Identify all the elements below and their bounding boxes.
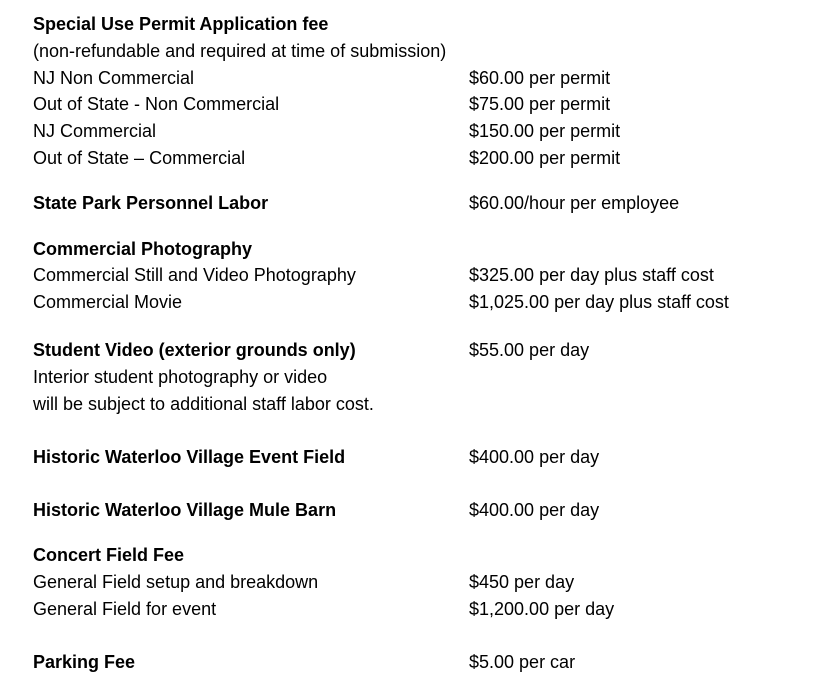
fee-price: $325.00 per day plus staff cost: [469, 265, 714, 285]
fee-row: [33, 289, 823, 315]
fee-price: $1,200.00 per day: [469, 599, 615, 619]
application-fee-heading: [33, 11, 823, 37]
section-title: Commercial Photography: [33, 239, 253, 259]
fee-label: Commercial Still and Video Photography: [33, 265, 356, 285]
fee-row: [33, 91, 823, 117]
fee-label: NJ Non Commercial: [33, 68, 195, 88]
student-video-note: [33, 364, 823, 390]
fee-row: [33, 596, 823, 622]
section-title: Concert Field Fee: [33, 545, 185, 565]
fee-row: [33, 262, 823, 288]
mule-barn-row: [33, 497, 823, 523]
section-title: Historic Waterloo Village Mule Barn: [33, 500, 337, 520]
fee-price: $450 per day: [469, 572, 575, 592]
fee-price: $200.00 per permit: [469, 148, 621, 168]
fee-price: $75.00 per permit: [469, 94, 611, 114]
fee-label: General Field for event: [33, 599, 217, 619]
fee-label: Out of State - Non Commercial: [33, 94, 280, 114]
event-field-row: [33, 444, 823, 470]
section-note: will be subject to additional staff labor cost.: [33, 394, 374, 414]
section-title: State Park Personnel Labor: [33, 193, 269, 213]
fee-row: [33, 65, 823, 91]
section-title: Historic Waterloo Village Event Field: [33, 447, 346, 467]
fee-price: $60.00/hour per employee: [469, 193, 680, 213]
fee-label: Out of State – Commercial: [33, 148, 246, 168]
fee-label: Commercial Movie: [33, 292, 183, 312]
fee-price: $400.00 per day: [469, 447, 600, 467]
section-title: Special Use Permit Application fee: [33, 14, 329, 34]
fee-row: [33, 145, 823, 171]
fee-price: $55.00 per day: [469, 340, 590, 360]
concert-field-heading: [33, 542, 823, 568]
fee-row: [33, 569, 823, 595]
parking-row: [33, 649, 823, 675]
section-note: Interior student photography or video: [33, 367, 328, 387]
personnel-labor-row: [33, 190, 823, 216]
student-video-note: [33, 391, 823, 417]
section-note: (non-refundable and required at time of submission): [33, 41, 447, 61]
fee-label: General Field setup and breakdown: [33, 572, 319, 592]
section-title: Student Video (exterior grounds only): [33, 340, 356, 360]
fee-price: $400.00 per day: [469, 500, 600, 520]
fee-price: $60.00 per permit: [469, 68, 611, 88]
section-title: Parking Fee: [33, 652, 136, 672]
student-video-row: [33, 337, 823, 363]
fee-price: $1,025.00 per day plus staff cost: [469, 292, 729, 312]
fee-price: $150.00 per permit: [469, 121, 621, 141]
fee-price: $5.00 per car: [469, 652, 576, 672]
commercial-photography-heading: [33, 236, 823, 262]
fee-label: NJ Commercial: [33, 121, 157, 141]
application-fee-note: [33, 38, 823, 64]
fee-row: [33, 118, 823, 144]
